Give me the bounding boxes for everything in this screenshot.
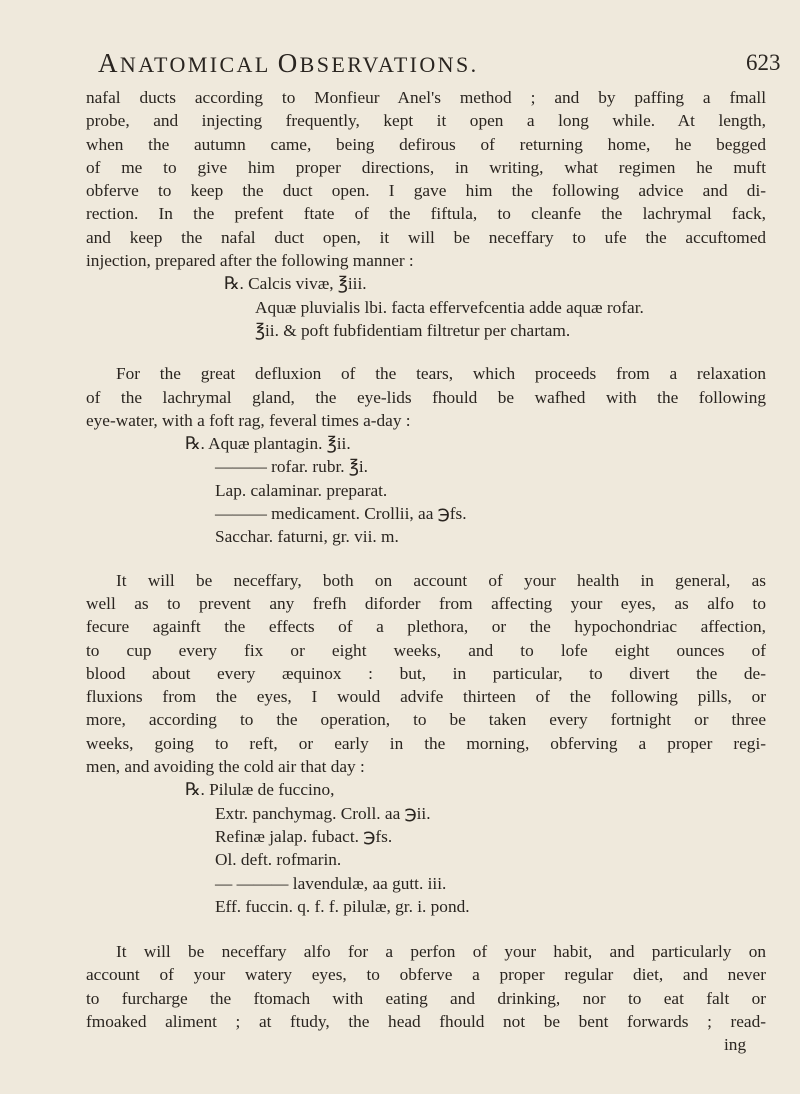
- text-line: It will be neceffary alfo for a perfon of your habit, and particularly on: [116, 942, 766, 962]
- text-line: weeks, going to reft, or early in the morning, obferving a proper regi-: [86, 733, 766, 753]
- text-line: to cup every fix or eight weeks, and to lofe eight ounces of: [86, 640, 766, 660]
- paragraph-2: [86, 362, 766, 432]
- paragraph-3: [86, 569, 766, 779]
- recipe-line: Extr. panchymag. Croll. aa ℈ii.: [215, 803, 431, 823]
- text-line: men, and avoiding the cold air that day :: [86, 757, 365, 777]
- running-head-part-1: NATOMICAL: [119, 52, 278, 77]
- recipe-1: [86, 272, 766, 342]
- text-line: when the autumn came, being defirous of returning home, he begged: [86, 134, 766, 154]
- recipe-line: ℞. Calcis vivæ, ℥iii.: [224, 274, 367, 294]
- text-line: of the lachrymal gland, the eye-lids fhould be wafhed with the following: [86, 387, 766, 407]
- text-line: For the great defluxion of the tears, which proceeds from a relaxation: [116, 364, 766, 384]
- recipe-line: Lap. calaminar. preparat.: [215, 480, 388, 500]
- text-line: blood about every æquinox : but, in particular, to divert the de-: [86, 663, 766, 683]
- text-line: of me to give him proper directions, in writing, what regimen he muft: [86, 157, 766, 177]
- text-line: fluxions from the eyes, I would advife thirteen of the following pills, or: [86, 687, 766, 707]
- catchword: ing: [724, 1035, 747, 1055]
- paragraph-4: [86, 940, 766, 1033]
- text-line: obferve to keep the duct open. I gave him the following advice and di-: [86, 181, 766, 201]
- recipe-line: — ——— lavendulæ, aa gutt. iii.: [215, 873, 447, 893]
- paragraph-gap: [86, 918, 766, 940]
- text-line: well as to prevent any frefh diforder from affecting your eyes, as alfo to: [86, 593, 766, 613]
- text-line: It will be neceffary, both on account of your health in general, as: [116, 570, 766, 590]
- running-head-initial-a: A: [98, 48, 120, 78]
- recipe-line: Eff. fuccin. q. f. f. pilulæ, gr. i. pond.: [215, 896, 470, 916]
- text-line: eye-water, with a foft rag, feveral times a-day :: [86, 410, 411, 430]
- text-line: nafal ducts according to Monfieur Anel's method ; and by paffing a fmall: [86, 88, 766, 107]
- text-line: rection. In the prefent ftate of the fiftula, to cleanfe the lachrymal fack,: [86, 204, 766, 224]
- recipe-2: [86, 432, 766, 548]
- text-line: fecure againft the effects of a plethora, or the hypochondriac affection,: [86, 617, 766, 637]
- text-line: and keep the nafal duct open, it will be neceffary to ufe the accuftomed: [86, 227, 766, 247]
- recipe-line: ——— rofar. rubr. ℥i.: [215, 457, 369, 477]
- recipe-3: [86, 778, 766, 918]
- recipe-line: Sacchar. faturni, gr. vii. m.: [215, 527, 399, 547]
- recipe-line: ℥ii. & poft fubfidentiam filtretur per chartam.: [255, 320, 571, 340]
- text-line: probe, and injecting frequently, kept it open a long while. At length,: [86, 111, 766, 131]
- body-text: [86, 86, 766, 1057]
- page-header: [0, 48, 800, 84]
- paragraph-1: [86, 86, 766, 272]
- recipe-line: ——— medicament. Crollii, aa ℈fs.: [215, 504, 467, 524]
- text-line: to furcharge the ftomach with eating and drinking, nor to eat falt or: [86, 988, 766, 1008]
- recipe-line: ℞. Pilulæ de fuccino,: [185, 780, 335, 800]
- text-line: injection, prepared after the following manner :: [86, 251, 414, 271]
- running-head-part-2: BSERVATIONS.: [299, 52, 479, 77]
- recipe-line: ℞. Aquæ plantagin. ℥ii.: [185, 434, 351, 454]
- recipe-line: Aquæ pluvialis lbi. facta effervefcentia adde aquæ rofar.: [255, 297, 644, 317]
- running-head-initial-o: O: [277, 48, 300, 78]
- text-line: more, according to the operation, to be taken every fortnight or three: [86, 710, 766, 730]
- text-line: account of your watery eyes, to obferve a proper regular diet, and never: [86, 965, 766, 985]
- paragraph-gap: [86, 549, 766, 569]
- recipe-line: Refinæ jalap. fubact. ℈fs.: [215, 826, 393, 846]
- running-head: [98, 48, 479, 79]
- recipe-line: Ol. deft. rofmarin.: [215, 850, 342, 870]
- text-line: fmoaked aliment ; at ftudy, the head fhould not be bent forwards ; read-: [86, 1011, 766, 1031]
- paragraph-gap: [86, 342, 766, 362]
- page-number: 623: [746, 50, 781, 75]
